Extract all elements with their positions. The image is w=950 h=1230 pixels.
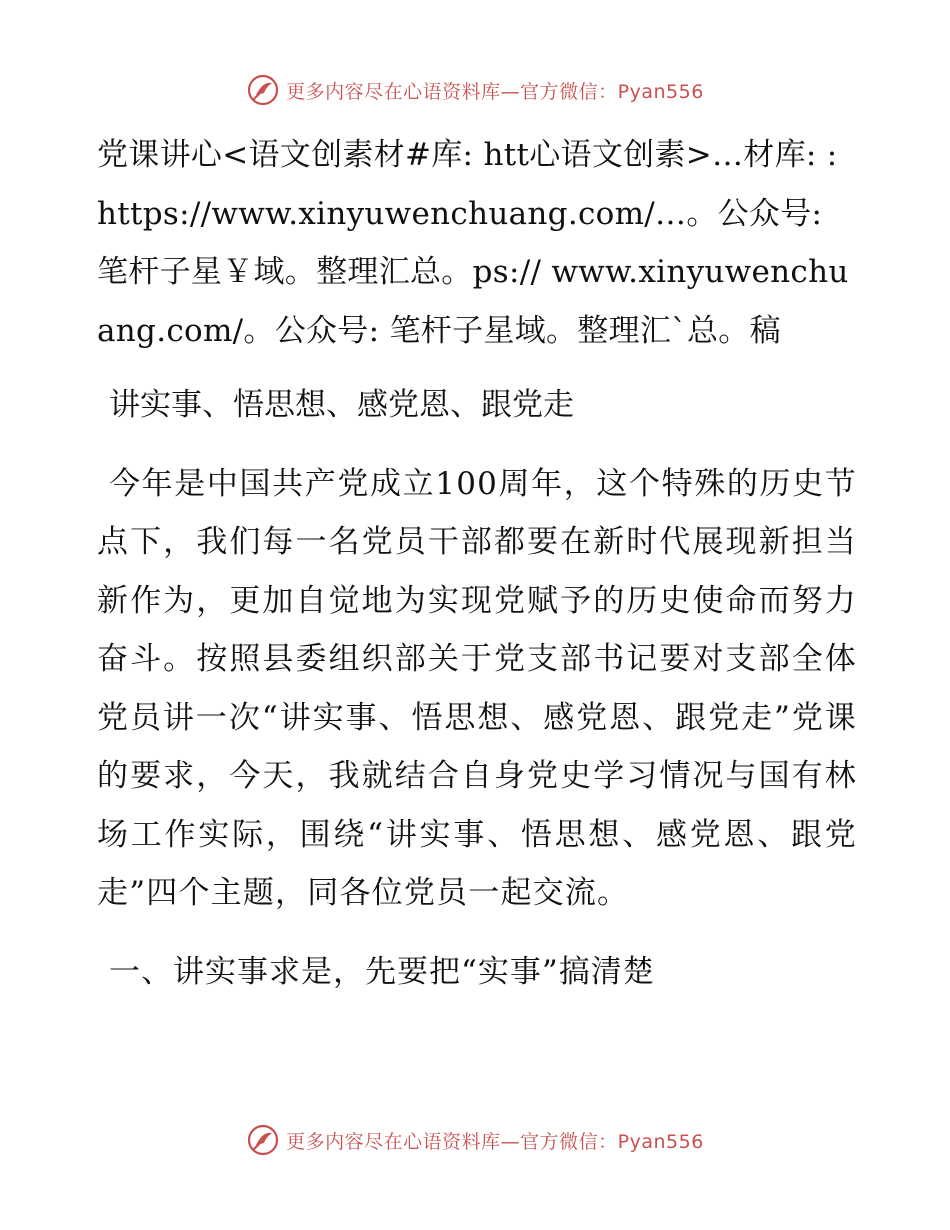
section-heading: 一、讲实事求是，先要把“实事”搞清楚 bbox=[109, 953, 655, 990]
document-title: 讲实事、悟思想、感党恩、跟党走 bbox=[109, 387, 574, 423]
body-paragraph: 今年是中国共产党成立100周年，这个特殊的历史节点下，我们每一名党员干部都要在新时代展现新担当新作为，更加自觉地为实现党赋予的历史使命而努力奋斗。按照县委组织部关于党支部书记要对支部全体党员讲一次“讲实事、悟思想、感党恩、跟党走”党课的要求，今天，我就结合自身党史学习情况与国有林场工作实际，围绕“讲实事、悟思想、感党恩、跟党走”四个主题，同各位党员一起交流。 bbox=[97, 465, 857, 911]
document-body bbox=[97, 126, 857, 1001]
xinyu-logo-icon bbox=[246, 1123, 280, 1157]
header-banner-text: 更多内容尽在心语资料库—官方微信：Pyan556 bbox=[286, 80, 704, 103]
header-watermark-banner bbox=[0, 70, 950, 110]
footer-banner-text: 更多内容尽在心语资料库—官方微信：Pyan556 bbox=[286, 1130, 704, 1153]
intro-paragraph: 党课讲心<语文创素材#库: htt心语文创素>…材库: :https://www.xinyuwenchuang.com/…。公众号: 笔杆子星￥域。整理汇总。ps:// www.xinyuwenchuang.com/。公众号: 笔杆子星域。整理汇`总。稿 bbox=[97, 137, 849, 349]
footer-watermark-banner bbox=[0, 1120, 950, 1160]
xinyu-logo-icon bbox=[246, 73, 280, 107]
